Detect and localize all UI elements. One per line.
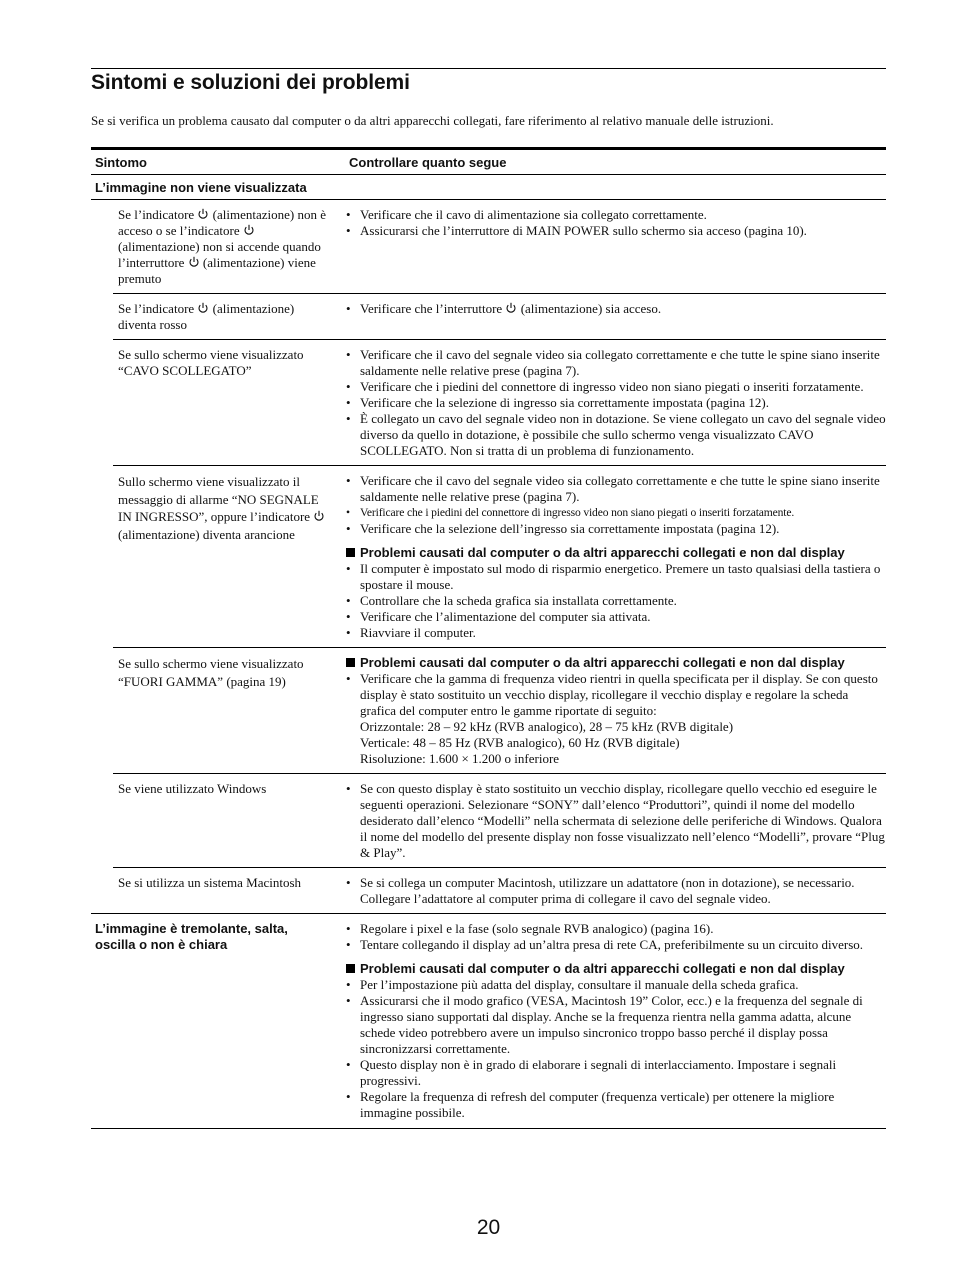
check-cell bbox=[341, 875, 886, 907]
square-bullet-icon bbox=[346, 964, 355, 973]
table-row bbox=[113, 200, 886, 294]
check-cell bbox=[341, 473, 886, 641]
list-item: • Assicurarsi che il modo grafico (VESA, Macintosh 19” Color, ecc.) e la frequenza del segnale di ingresso siano supportati dal display. Anche se la frequenza rientra nella gamma adatta, alcune schede video potrebbero avere un impulso sincronico troppo basso perché il display possa sincronizzarsi correttamente. bbox=[346, 993, 886, 1057]
list-item: • Verificare che il cavo di alimentazione sia collegato correttamente. bbox=[346, 207, 886, 223]
list-item: • Verificare che la selezione di ingresso sia correttamente impostata (pagina 12). bbox=[346, 395, 886, 411]
symptom-cell: Sullo schermo viene visualizzato il messaggio di allarme “NO SEGNALE IN INGRESSO”, oppure l’indicatore (alimentazione) diventa arancione bbox=[113, 473, 341, 641]
list-item: • Verificare che la gamma di frequenza video rientri in quella specificata per il display. Se con questo display è stato sostituito un vecchio display, ricollegare il vecchio display e regolare la scheda grafica del computer entro le gamme riportate di seguito: bbox=[346, 671, 886, 719]
problem-heading: Problemi causati dal computer o da altri apparecchi collegati e non dal display bbox=[346, 655, 886, 671]
power-icon bbox=[243, 224, 255, 236]
list-item: • Se con questo display è stato sostituito un vecchio display, ricollegare quello vecchio ed eseguire le seguenti operazioni. Selezionare “SONY” dall’elenco “Produttori”, quindi il nome del modello desiderato dall’elenco “Modelli” nella schermata di selezione delle periferiche di Windows. Qualora il nome del modello del presente display non fosse visualizzato nell’elenco “Modelli”, provare “Plug & Play”. bbox=[346, 781, 886, 861]
table-row bbox=[113, 648, 886, 774]
list-item: • Verificare che il cavo del segnale video sia collegato correttamente e che tutte le spine siano inserite saldamente nelle relative prese (pagina 7). bbox=[346, 347, 886, 379]
list-item: • Tentare collegando il display ad un’altra presa di rete CA, preferibilmente su un circuito diverso. bbox=[346, 937, 886, 953]
problem-heading: Problemi causati dal computer o da altri apparecchi collegati e non dal display bbox=[346, 961, 886, 977]
check-cell bbox=[341, 207, 886, 287]
symptom-cell: Se sullo schermo viene visualizzato “FUORI GAMMA” (pagina 19) bbox=[118, 656, 304, 689]
range-line: Orizzontale: 28 – 92 kHz (RVB analogico), 28 – 75 kHz (RVB digitale) bbox=[360, 719, 734, 734]
square-bullet-icon bbox=[346, 658, 355, 667]
page-title: Sintomi e soluzioni dei problemi bbox=[91, 71, 410, 94]
list-item: • Riavviare il computer. bbox=[346, 625, 886, 641]
column-header-check: Controllare quanto segue bbox=[349, 154, 507, 170]
power-icon bbox=[505, 302, 517, 314]
section-heading: L’immagine non viene visualizzata bbox=[91, 175, 886, 200]
list-item: • Verificare che la selezione dell’ingresso sia correttamente impostata (pagina 12). bbox=[346, 521, 886, 537]
symptom-cell: Se si utilizza un sistema Macintosh bbox=[118, 875, 302, 890]
symptom-cell: Se l’indicatore (alimentazione) diventa rosso bbox=[118, 301, 295, 332]
troubleshooting-table bbox=[91, 147, 886, 1129]
list-item: • Controllare che la scheda grafica sia installata correttamente. bbox=[346, 593, 886, 609]
section-heading: L’immagine è tremolante, salta, oscilla o non è chiara bbox=[95, 921, 288, 952]
check-cell bbox=[341, 781, 886, 861]
table-row bbox=[91, 868, 886, 914]
power-icon bbox=[188, 256, 200, 268]
check-cell bbox=[341, 347, 886, 459]
top-rule bbox=[91, 68, 886, 69]
table-row bbox=[113, 774, 886, 868]
list-item: • Verificare che l’interruttore (alimentazione) sia acceso. bbox=[346, 301, 886, 317]
list-item: • Questo display non è in grado di elaborare i segnali di interlacciamento. Impostare i segnali progressivi. bbox=[346, 1057, 886, 1089]
list-item: • Verificare che l’alimentazione del computer sia attivata. bbox=[346, 609, 886, 625]
check-cell bbox=[341, 921, 886, 1121]
square-bullet-icon bbox=[346, 548, 355, 557]
power-icon bbox=[313, 510, 325, 522]
intro-text: Se si verifica un problema causato dal computer o da altri apparecchi collegati, fare riferimento al relativo manuale delle istruzioni. bbox=[91, 113, 774, 128]
check-cell bbox=[341, 655, 886, 767]
table-row bbox=[91, 914, 886, 1129]
list-item: • Verificare che i piedini del connettore di ingresso video non siano piegati o inseriti forzatamente. bbox=[346, 379, 886, 395]
page-number: 20 bbox=[476, 1216, 501, 1239]
list-item: • È collegato un cavo del segnale video non in dotazione. Se viene collegato un cavo del segnale video diverso da quello in dotazione, è possibile che sullo schermo venga visualizzato CAVO SCOLLEGATO. Non si tratta di un problema di funzionamento. bbox=[346, 411, 886, 459]
symptom-cell: Se viene utilizzato Windows bbox=[118, 781, 267, 796]
list-item: • Verificare che il cavo del segnale video sia collegato correttamente e che tutte le spine siano inserite saldamente nelle relative prese (pagina 7). bbox=[346, 473, 886, 505]
symptom-cell: Se l’indicatore (alimentazione) non è acceso o se l’indicatore (alimentazione) non si accende quando l’interruttore (alimentazione) viene premuto bbox=[118, 207, 327, 286]
list-item: • Assicurarsi che l’interruttore di MAIN POWER sullo schermo sia acceso (pagina 10). bbox=[346, 223, 886, 239]
power-icon bbox=[197, 208, 209, 220]
table-row bbox=[113, 340, 886, 466]
list-item: • Per l’impostazione più adatta del display, consultare il manuale della scheda grafica. bbox=[346, 977, 886, 993]
symptom-cell: Se sullo schermo viene visualizzato “CAVO SCOLLEGATO” bbox=[118, 347, 304, 378]
column-header-symptom: Sintomo bbox=[95, 154, 147, 170]
check-cell bbox=[341, 301, 886, 333]
power-icon bbox=[197, 302, 209, 314]
range-line: Verticale: 48 – 85 Hz (RVB analogico), 60 Hz (RVB digitale) bbox=[360, 735, 680, 750]
list-item: • Regolare la frequenza di refresh del computer (frequenza verticale) per ottenere la migliore immagine possibile. bbox=[346, 1089, 886, 1121]
table-header bbox=[91, 150, 886, 175]
list-item: • Il computer è impostato sul modo di risparmio energetico. Premere un tasto qualsiasi della tastiera o spostare il mouse. bbox=[346, 561, 886, 593]
table-row bbox=[113, 466, 886, 648]
list-item: • Verificare che i piedini del connettore di ingresso video non siano piegati o inseriti forzatamente. bbox=[346, 505, 886, 521]
list-item: • Se si collega un computer Macintosh, utilizzare un adattatore (non in dotazione), se necessario. Collegare l’adattatore al computer prima di collegare il cavo del segnale video. bbox=[346, 875, 886, 907]
range-line: Risoluzione: 1.600 × 1.200 o inferiore bbox=[360, 751, 560, 766]
table-row bbox=[113, 294, 886, 340]
problem-heading: Problemi causati dal computer o da altri apparecchi collegati e non dal display bbox=[346, 545, 886, 561]
list-item: • Regolare i pixel e la fase (solo segnale RVB analogico) (pagina 16). bbox=[346, 921, 886, 937]
